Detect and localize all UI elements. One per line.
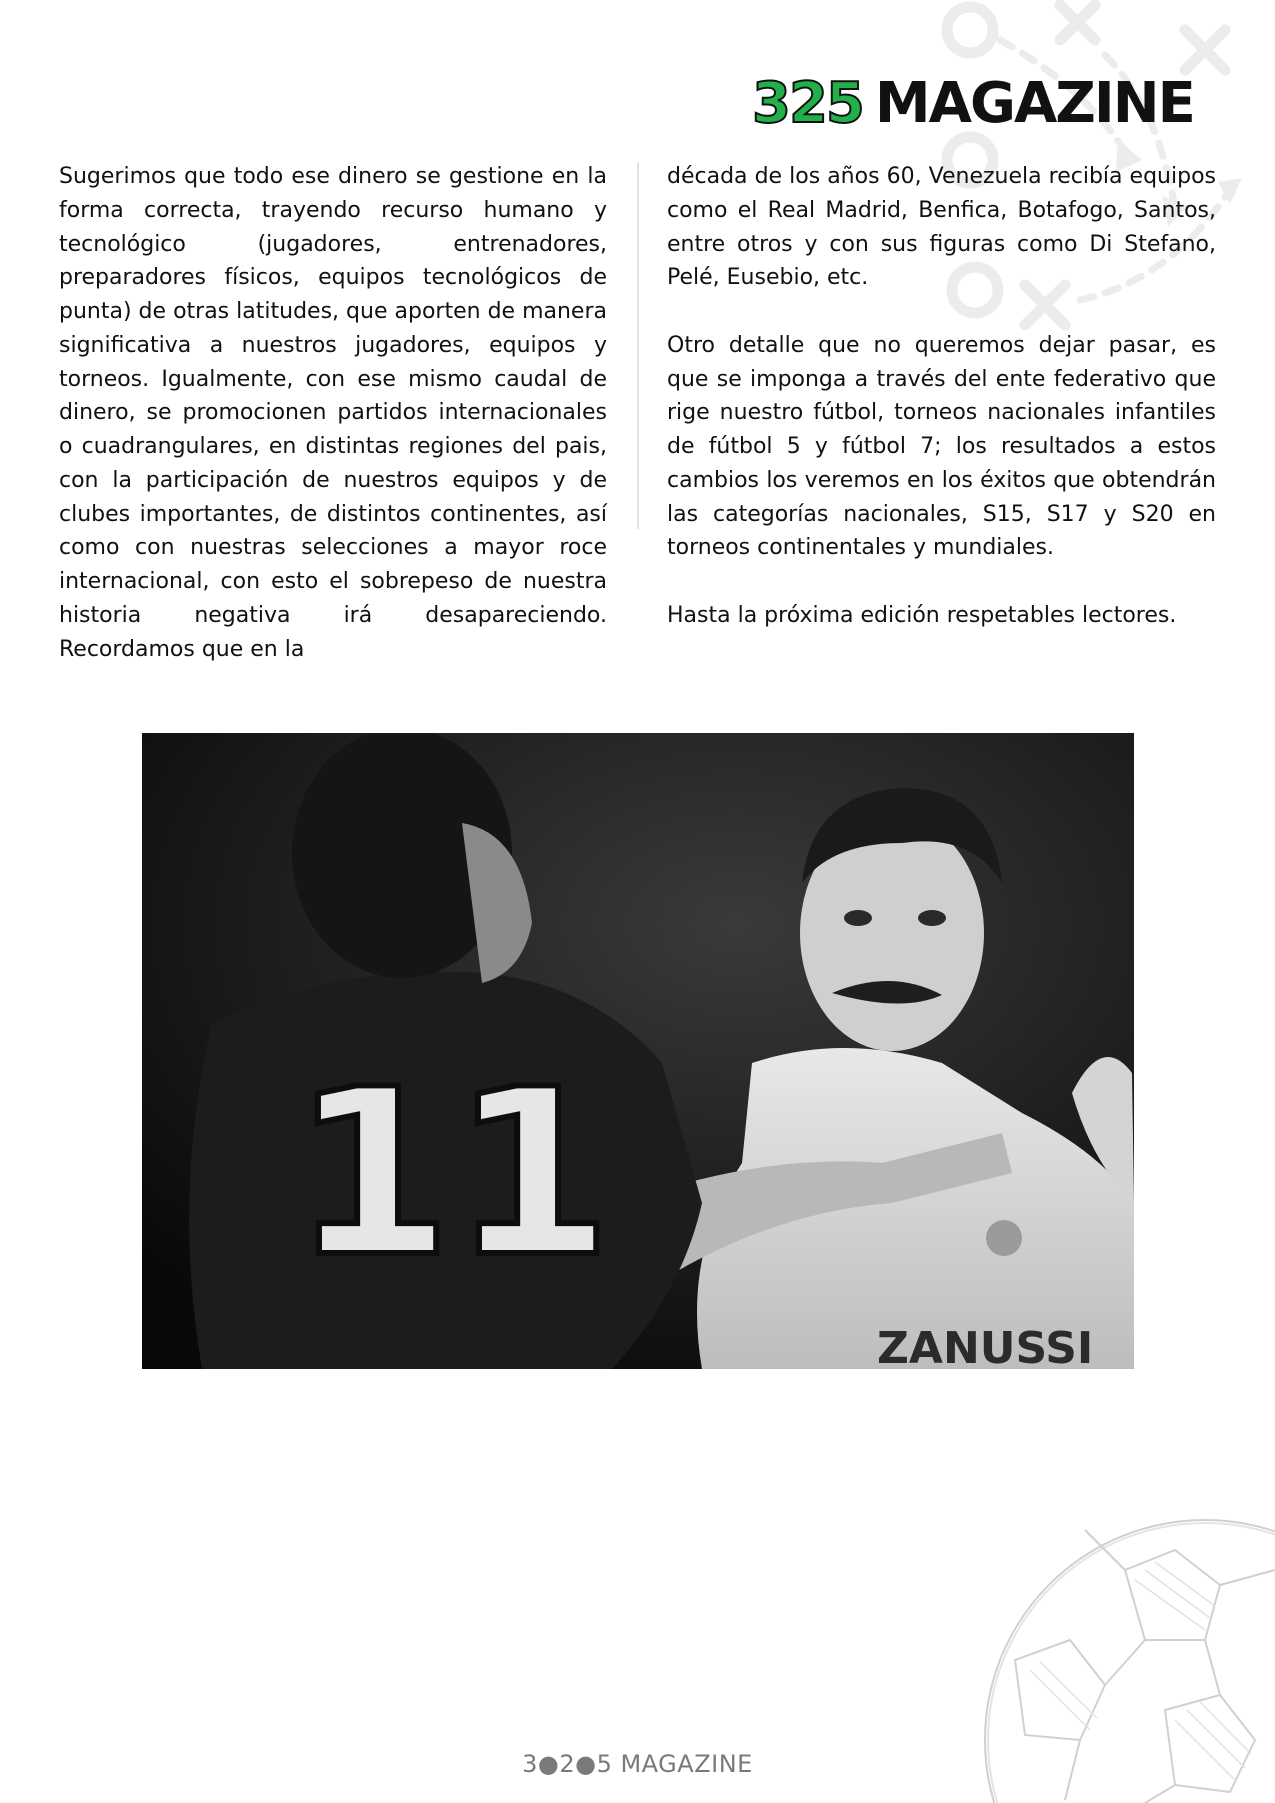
article-closing-line: Hasta la próxima edición respetables lectores. <box>667 602 1177 628</box>
article-column-left <box>59 160 607 666</box>
column-divider <box>637 162 639 529</box>
jersey-number: 11 <box>292 1041 613 1308</box>
shirt-sponsor: ZANUSSI <box>877 1323 1094 1369</box>
article-column-right <box>667 160 1216 633</box>
logo-word: MAGAZINE <box>874 71 1194 136</box>
article-paragraph: Otro detalle que no queremos dejar pasar, es que se imponga a través del ente federativo que rige nuestro fútbol, torneos nacionales infantiles de fútbol 5 y fútbol 7; los resultados a estos cambios los veremos en los éxitos que obtendrán las categorías nacionales, S15, S17 y S20 en torneos continentales y mundiales. <box>667 332 1216 561</box>
logo-number: 325 <box>752 71 863 136</box>
article-photo <box>142 733 1134 1369</box>
magazine-logo <box>752 68 1194 140</box>
article-paragraph: Sugerimos que todo ese dinero se gestione en la forma correcta, trayendo recurso humano y tecnológico (jugadores, entrenadores, preparadores físicos, equipos tecnológicos de punta) de otras latitudes, que aporten de manera significativa a nuestros jugadores, equipos y torneos. Igualmente, con ese mismo caudal de dinero, se promocionen partidos internacionales o cuadrangulares, en distintas regiones del pais, con la participación de nuestros equipos y de clubes importantes, de distintos continentes, así como con nuestras selecciones a mayor roce internacional, con esto el sobrepeso de nuestra historia negativa irá desapareciendo. Recordamos que en la <box>59 164 607 662</box>
page-footer: 3●2●5 MAGAZINE <box>522 1750 753 1778</box>
article-paragraph: década de los años 60, Venezuela recibía equipos como el Real Madrid, Benfica, Botafogo, Santos, entre otros y con sus figuras como Di Stefano, Pelé, Eusebio, etc. <box>667 164 1216 291</box>
